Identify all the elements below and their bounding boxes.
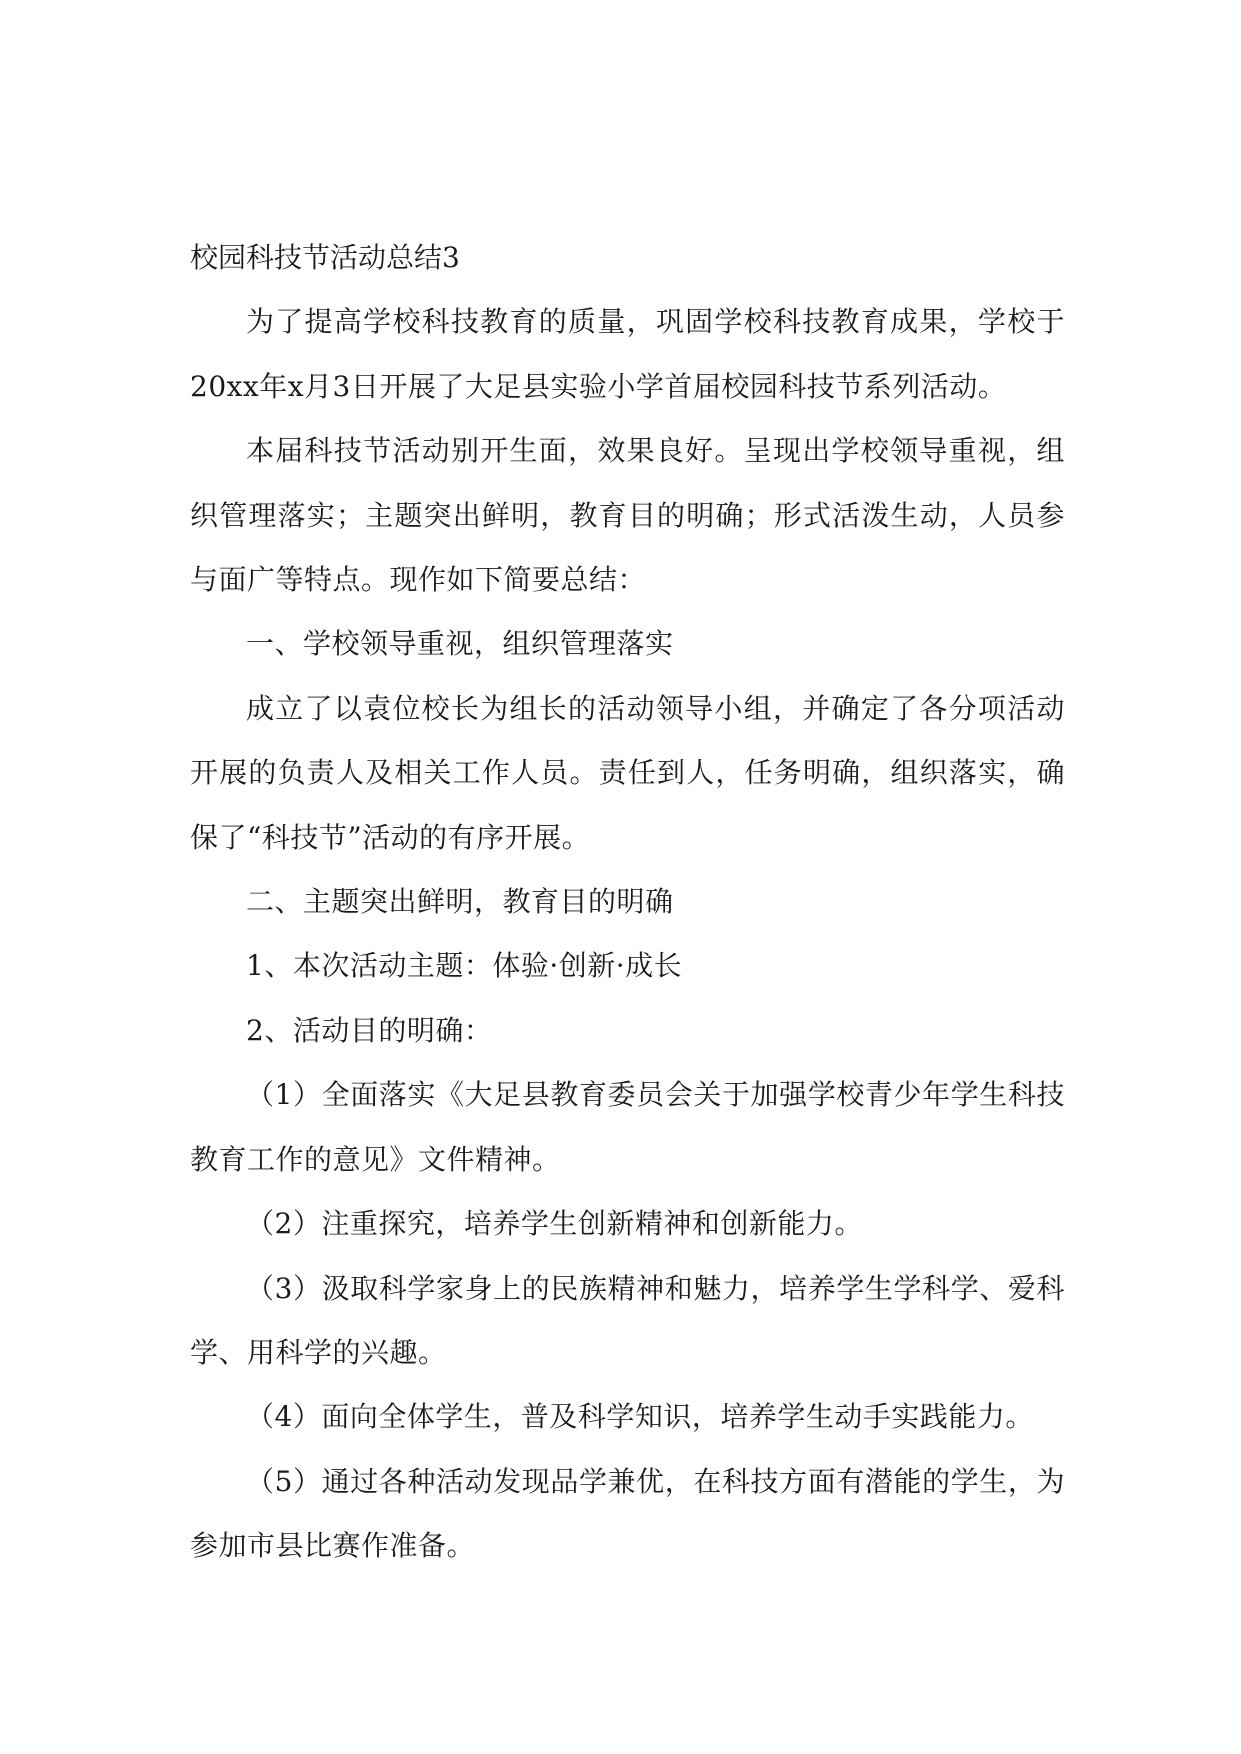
list-item-theme: 1、本次活动主题：体验·创新·成长 [246, 949, 683, 983]
section-heading-1: 一、学校领导重视，组织管理落实 [246, 627, 674, 661]
paragraph-intro: 为了提高学校科技教育的质量，巩固学校科技教育成果，学校于20xx年x月3日开展了大足县实验小学首届校园科技节系列活动。 [190, 305, 1065, 403]
paragraph-organization: 成立了以袁位校长为组长的活动领导小组，并确定了各分项活动开展的负责人及相关工作人员。责任到人，任务明确，组织落实，确保了“科技节”活动的有序开展。 [190, 691, 1065, 854]
list-item-goals: 2、活动目的明确： [246, 1013, 493, 1047]
paragraph-overview: 本届科技节活动别开生面，效果良好。呈现出学校领导重视，组织管理落实；主题突出鲜明，教育目的明确；形式活泼生动，人员参与面广等特点。现作如下简要总结： [190, 434, 1065, 597]
goal-item-4: （4）面向全体学生，普及科学知识，培养学生动手实践能力。 [246, 1400, 1034, 1434]
section-heading-2: 二、主题突出鲜明，教育目的明确 [246, 885, 674, 919]
goal-item-3: （3）汲取科学家身上的民族精神和魅力，培养学生学科学、爱科学、用科学的兴趣。 [190, 1271, 1065, 1369]
goal-item-1: （1）全面落实《大足县教育委员会关于加强学校青少年学生科技教育工作的意见》文件精神。 [190, 1078, 1065, 1176]
document-body [190, 226, 1065, 1579]
document-title: 校园科技节活动总结3 [190, 241, 460, 274]
goal-item-2: （2）注重探究，培养学生创新精神和创新能力。 [246, 1207, 863, 1241]
goal-item-5: （5）通过各种活动发现品学兼优，在科技方面有潜能的学生，为参加市县比赛作准备。 [190, 1464, 1065, 1563]
